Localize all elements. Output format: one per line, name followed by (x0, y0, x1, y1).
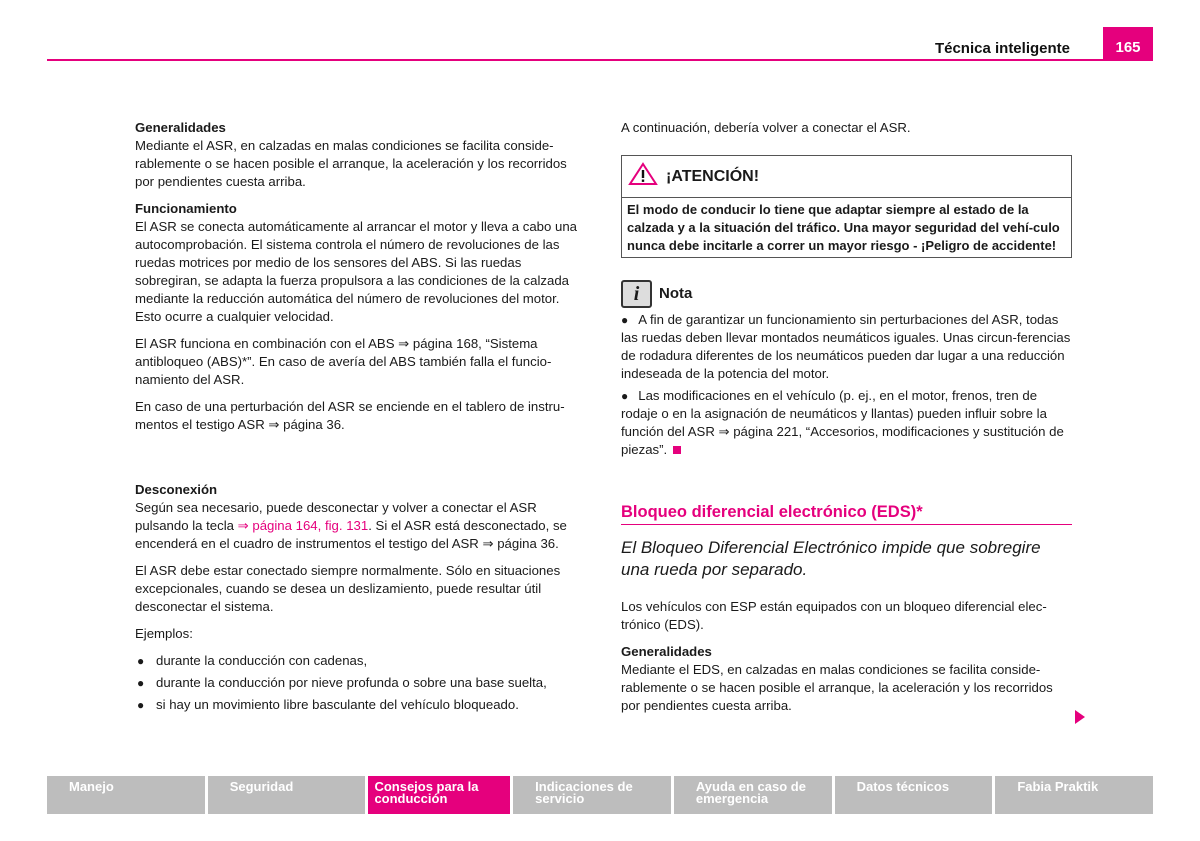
section-title: Bloqueo diferencial electrónico (EDS)* (621, 503, 1072, 525)
right-column (621, 119, 1072, 715)
eds-paragraph-2: Mediante el EDS, en calzadas en malas condiciones se facilita conside-rablemente o se hacen posible el arranque, la aceleración y los recorridos por pendientes cuesta arriba. (621, 662, 1053, 713)
note-text-1: A fin de garantizar un funcionamiento sin perturbaciones del ASR, todas las ruedas deben llevar montados neumáticos iguales. Unas circun-ferencias de rodadura diferentes de los neumáticos pueden dar lugar a una reducción indeseada de la potencia del motor. (621, 312, 1071, 381)
tab-seguridad[interactable]: Seguridad (208, 776, 366, 814)
tab-ayuda[interactable]: Ayuda en caso de emergencia (674, 776, 832, 814)
continuation-text: A continuación, debería volver a conectar el ASR. (621, 120, 911, 135)
bullet-icon: ● (137, 676, 145, 690)
list-item-text: durante la conducción con cadenas, (156, 653, 368, 668)
warning-box (621, 155, 1072, 258)
list-item (135, 652, 585, 670)
spacer (135, 443, 585, 481)
note-header (621, 280, 1072, 308)
funcionamiento-paragraph-3: En caso de una perturbación del ASR se enciende en el tablero de instru-mentos el testigo ASR ⇒ página 36. (135, 399, 565, 432)
warning-triangle-icon (628, 162, 658, 191)
warning-title: ¡ATENCIÓN! (666, 167, 760, 185)
note-text-2: Las modificaciones en el vehículo (p. ej., en el motor, frenos, tren de rodaje o en la asignación de neumáticos y llantas) pueden influir sobre la función del ASR ⇒ página 221, “Accesorios, modificaciones y sustitución de piezas”. (621, 388, 1064, 457)
desconexion-text-a: Según sea necesario, puede desconectar y volver a conectar el ASR pulsando la tecla (135, 500, 537, 533)
list-item (135, 696, 585, 714)
chapter-tabs (47, 776, 1153, 814)
bullet-icon: ● (621, 389, 629, 403)
bullet-icon: ● (137, 654, 145, 668)
header-rule (47, 59, 1153, 61)
bullet-icon: ● (137, 698, 145, 712)
tab-indicaciones[interactable]: Indicaciones de servicio (513, 776, 671, 814)
note-paragraph-2 (621, 387, 1072, 459)
desconexion-paragraph-3: Ejemplos: (135, 626, 193, 641)
page-number: 165 (1103, 27, 1153, 61)
running-header-title: Técnica inteligente (934, 40, 1070, 57)
left-column (135, 119, 585, 718)
desconexion-paragraph-2: El ASR debe estar conectado siempre normalmente. Sólo en situaciones excepcionales, cuando se desea un deslizamiento, puede resultar útil desconectar el sistema. (135, 563, 561, 614)
tab-consejos[interactable]: Consejos para la conducción (368, 776, 510, 814)
warning-text: El modo de conducir lo tiene que adaptar siempre al estado de la calzada y a la situación del tráfico. Una mayor seguridad del vehí-culo nunca debe incitarle a correr un mayor riesgo - ¡Peligro de accidente! (627, 202, 1060, 253)
generalidades-heading: Generalidades (135, 120, 226, 135)
note-title: Nota (659, 285, 693, 302)
funcionamiento-paragraph-2: El ASR funciona en combinación con el ABS ⇒ página 168, “Sistema antibloqueo (ABS)*”. En caso de avería del ABS también falla el funcio-namiento del ASR. (135, 336, 552, 387)
examples-list (135, 652, 585, 714)
desconexion-text-b: . Si el ASR está desconectado, se encenderá en el cuadro de instrumentos el testigo del ASR ⇒ página 36. (135, 518, 567, 551)
tab-datos[interactable]: Datos técnicos (835, 776, 993, 814)
section-intro: El Bloqueo Diferencial Electrónico impide que sobregire una rueda por separado. (621, 538, 1041, 579)
bullet-icon: ● (621, 313, 629, 327)
tab-fabia-praktik[interactable]: Fabia Praktik (995, 776, 1153, 814)
desconexion-paragraph-1 (135, 499, 585, 553)
info-icon: i (621, 280, 652, 308)
end-of-section-icon (673, 446, 681, 454)
desconexion-heading: Desconexión (135, 482, 218, 497)
warning-header (622, 156, 1071, 198)
next-page-arrow-icon[interactable] (1075, 710, 1085, 724)
eds-paragraph-1: Los vehículos con ESP están equipados con un bloqueo diferencial elec-trónico (EDS). (621, 599, 1047, 632)
list-item-text: si hay un movimiento libre basculante del vehículo bloqueado. (156, 697, 519, 712)
list-item (135, 674, 585, 692)
page-reference-link[interactable]: ⇒ página 164, fig. 131 (237, 518, 369, 533)
funcionamiento-paragraph-1: El ASR se conecta automáticamente al arrancar el motor y lleva a cabo una autocomprobación. El sistema controla el número de revoluciones de las ruedas motrices por medio de los sensores del ABS. Si las ruedas sobregiran, se adapta la fuerza propulsora a las condiciones de la calzada mediante la reducción automática del número de revoluciones del motor. Esto ocurre a cualquier velocidad. (135, 219, 578, 324)
list-item-text: durante la conducción por nieve profunda o sobre una base suelta, (156, 675, 547, 690)
eds-generalidades-heading: Generalidades (621, 644, 712, 659)
generalidades-text: Mediante el ASR, en calzadas en malas condiciones se facilita conside-rablemente o se hacen posible el arranque, la aceleración y los recorridos por pendientes cuesta arriba. (135, 138, 567, 189)
tab-manejo[interactable]: Manejo (47, 776, 205, 814)
funcionamiento-heading: Funcionamiento (135, 201, 237, 216)
note-paragraph-1 (621, 311, 1072, 383)
